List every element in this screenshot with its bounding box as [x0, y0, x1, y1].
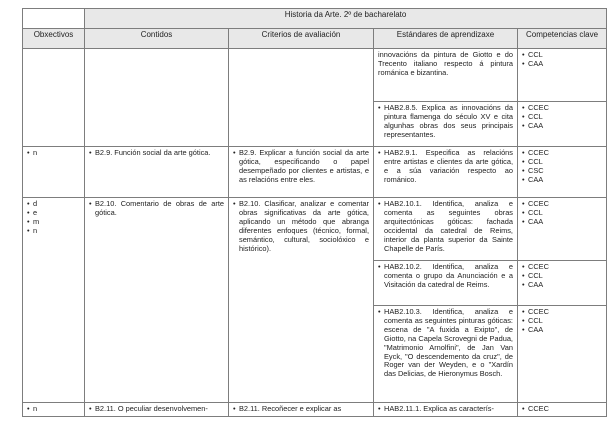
criterio-text: • B2.10. Clasificar, analizar e comentar obras significativas da arte gótica, aplicando un método que abranga diferentes enfoques (técnico, formal, semántico, cultural, sociolóxico e histórico). [233, 200, 369, 253]
competencias-cell [518, 147, 607, 198]
standard-text: • HAB2.8.5. Explica as innovacións da pintura flamenga do século XV e cita algunhas obras dos seus principais representantes. [378, 104, 513, 140]
criterios-cell [229, 147, 374, 198]
competencia-item: • CCL [522, 317, 602, 326]
standard-text: • HAB2.11.1. Explica as caracterís- [378, 405, 513, 414]
obxectivo-item: • n [27, 227, 80, 236]
standard-cell [374, 147, 518, 198]
competencias-cell [518, 198, 607, 261]
competencias-cell [518, 403, 607, 417]
obxectivo-item: • n [27, 149, 80, 158]
competencia-item: • CCL [522, 113, 602, 122]
standard-text: • HAB2.10.2. Identifica, analiza e comenta o grupo da Anunciación e a Visitación da catedral de Reims. [378, 263, 513, 290]
competencia-item: • CAA [522, 60, 602, 69]
competencia-item: • CAA [522, 326, 602, 335]
table-row [23, 403, 607, 417]
criterio-text: • B2.9. Explicar a función social da arte gótica, especificando o papel desempeñado por clientes e artistas, e as relacións entre eles. [233, 149, 369, 185]
competencia-item: • CAA [522, 122, 602, 131]
competencia-item: • CCEC [522, 263, 602, 272]
competencia-item: • CCL [522, 272, 602, 281]
criterios-cell [229, 198, 374, 403]
standard-cell [374, 403, 518, 417]
competencias-cell [518, 102, 607, 147]
competencia-item: • CAA [522, 176, 602, 185]
column-header-row [23, 29, 607, 49]
competencia-item: • CCL [522, 51, 602, 60]
obxectivo-item: • d [27, 200, 80, 209]
criterios-cell [229, 403, 374, 417]
obxectivo-item: • m [27, 218, 80, 227]
criterio-text: • B2.11. Recoñecer e explicar as [233, 405, 369, 414]
column-header-criterios: Criterios de avaliación [229, 29, 374, 49]
contidos-cell [85, 147, 229, 198]
curriculum-table [22, 8, 607, 417]
competencia-item: • CCEC [522, 149, 602, 158]
competencia-item: • CCL [522, 209, 602, 218]
obxectivos-cell [23, 147, 85, 198]
standard-cell [374, 261, 518, 306]
competencia-item: • CCEC [522, 405, 602, 414]
competencia-item: • CCEC [522, 308, 602, 317]
contido-text: • B2.10. Comentario de obras de arte gótica. [89, 200, 224, 218]
competencias-cell [518, 261, 607, 306]
standard-cell [374, 198, 518, 261]
competencia-item: • CCEC [522, 200, 602, 209]
standard-cell [374, 102, 518, 147]
competencia-item: • CCL [522, 158, 602, 167]
obxectivo-item: • n [27, 405, 80, 414]
contidos-cell [85, 403, 229, 417]
criterios-cell [229, 49, 374, 147]
title-row [23, 9, 607, 29]
obxectivos-cell [23, 49, 85, 147]
contido-text: • B2.11. O peculiar desenvolvemen- [89, 405, 224, 414]
table-row [23, 198, 607, 261]
competencia-item: • CAA [522, 218, 602, 227]
column-header-competencias: Competencias clave [518, 29, 607, 49]
contidos-cell [85, 49, 229, 147]
column-header-obxectivos: Obxectivos [23, 29, 85, 49]
competencia-item: • CSC [522, 167, 602, 176]
table-row [23, 147, 607, 198]
obxectivos-cell [23, 198, 85, 403]
contidos-cell [85, 198, 229, 403]
table-title: Historia da Arte. 2º de bacharelato [85, 9, 607, 29]
standard-text: • HAB2.10.3. Identifica, analiza e comenta as seguintes pinturas góticas: escena de "A fuxida a Exipto", de Giotto, na Capela Scrovegni de Padua, "Matrimonio Arnolfini", de Jan Van Eyck, "O descendemento da cruz", de Roger van der Weyden, e o "Xardín das Delicias, de Hieronymus Bosch. [378, 308, 513, 379]
standard-cell [374, 49, 518, 102]
competencia-item: • CAA [522, 281, 602, 290]
competencias-cell [518, 49, 607, 102]
column-header-contidos: Contidos [85, 29, 229, 49]
column-header-estandares: Estándares de aprendizaxe [374, 29, 518, 49]
obxectivos-cell [23, 403, 85, 417]
standard-text: • HAB2.10.1. Identifica, analiza e comenta as seguintes obras arquitectónicas góticas: fachada occidental da catedral de Reims, interior da planta superior da Sainte Chapelle de París. [378, 200, 513, 253]
competencia-item: • CCEC [522, 104, 602, 113]
obxectivo-item: • e [27, 209, 80, 218]
standard-text: • HAB2.9.1. Especifica as relacións entre artistas e clientes da arte gótica, e a súa variación respecto ao románico. [378, 149, 513, 185]
contido-text: • B2.9. Función social da arte gótica. [89, 149, 224, 158]
empty-corner-cell [23, 9, 85, 29]
competencias-cell [518, 306, 607, 403]
standard-text: innovacións da pintura de Giotto e do Trecento italiano respecto á pintura románica e bizantina. [378, 50, 513, 77]
table-row [23, 49, 607, 102]
standard-cell [374, 306, 518, 403]
